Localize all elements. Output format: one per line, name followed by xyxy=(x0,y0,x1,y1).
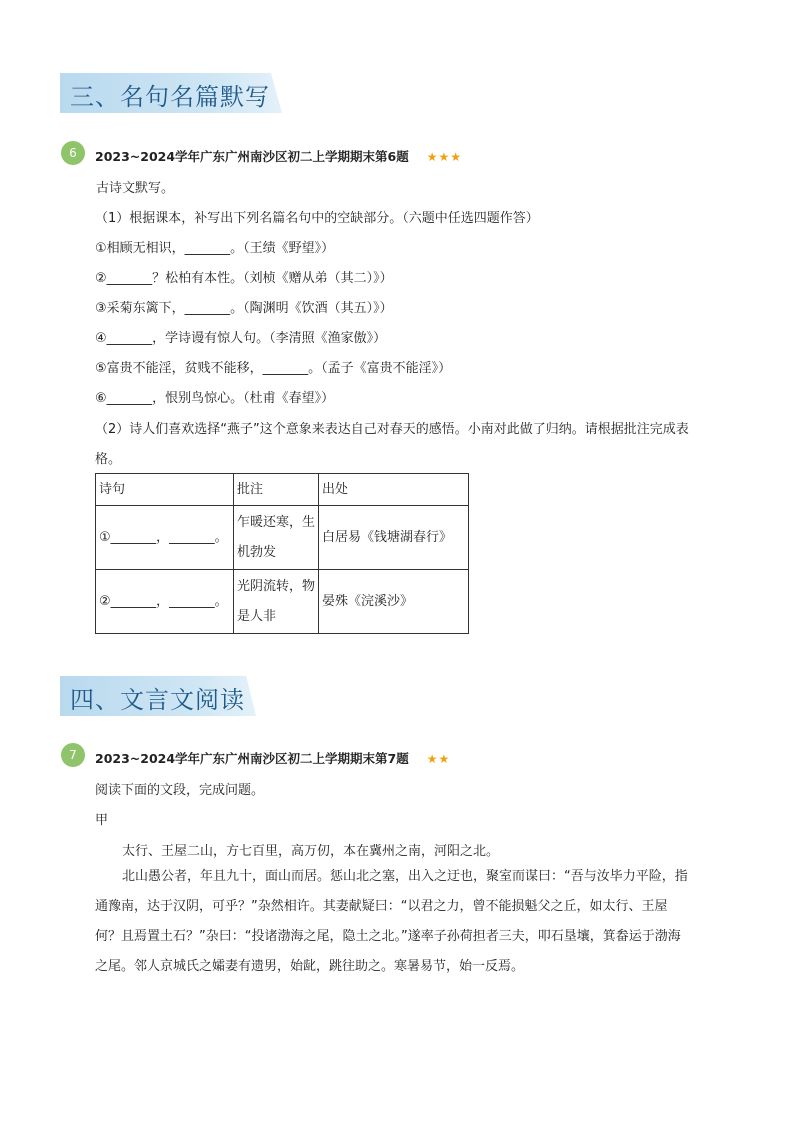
difficulty-stars: ★★★ xyxy=(426,150,463,164)
question-source: 2023~2024学年广东广州南沙区初二上学期期末第6题 xyxy=(95,149,409,164)
question-number-badge: 7 xyxy=(61,743,85,767)
question-header xyxy=(95,147,462,165)
table-header-note: 批注 xyxy=(234,474,319,506)
question-source: 2023~2024学年广东广州南沙区初二上学期期末第7题 xyxy=(95,751,409,766)
part-2-prompt-cont: 格。 xyxy=(95,452,122,467)
fill-item-3: ③采菊东篱下，_______。（陶渊明《饮酒（其五）》） xyxy=(95,301,393,316)
passage-paragraph-2: 北山愚公者，年且九十，面山而居。惩山北之塞，出入之迂也，聚室而谋曰：“吾与汝毕力平险，指 通豫南，达于汉阴，可乎？”杂然相许。其妻献疑曰：“以君之力，曾不能损魁父之丘，如太行、王屋 何？且焉置土石？”杂曰：“投诸渤海之尾，隐土之北。”遂率子孙荷担者三夫，叩石垦壤，箕畚运于渤海 之尾。邻人京城氏之孀妻有遗男，始龀，跳往助之。寒暑易节，始一反焉。 xyxy=(95,869,688,974)
table-header-verse: 诗句 xyxy=(96,474,234,506)
table-row xyxy=(96,570,469,634)
fill-item-2: ②_______？松柏有本性。（刘桢《赠从弟（其二）》） xyxy=(95,271,393,286)
question-intro: 阅读下面的文段，完成问题。 xyxy=(95,783,265,798)
table-cell-verse: ①_______，_______。 xyxy=(96,506,234,570)
section-title-4: 四、文言文阅读 xyxy=(70,686,245,714)
fill-item-4: ④_______，学诗谩有惊人句。（李清照《渔家傲》） xyxy=(95,331,387,346)
section-title-3: 三、名句名篇默写 xyxy=(70,83,270,111)
difficulty-stars: ★★ xyxy=(426,752,451,766)
answer-table xyxy=(95,473,469,634)
question-intro: 古诗文默写。 xyxy=(96,181,175,196)
part-1-prompt: （1）根据课本，补写出下列名篇名句中的空缺部分。（六题中任选四题作答） xyxy=(95,211,539,226)
table-cell-note: 光阴流转，物 是人非 xyxy=(234,570,319,634)
section-banner-4 xyxy=(60,676,256,716)
table-cell-verse: ②_______，_______。 xyxy=(96,570,234,634)
fill-item-6: ⑥_______，恨别鸟惊心。（杜甫《春望》） xyxy=(95,391,335,406)
fill-item-1: ①相顾无相识，_______。（王绩《野望》） xyxy=(95,241,335,256)
passage-label: 甲 xyxy=(95,813,109,828)
table-cell-note: 乍暖还寒，生 机勃发 xyxy=(234,506,319,570)
part-2-prompt: （2）诗人们喜欢选择“燕子”这个意象来表达自己对春天的感悟。小南对此做了归纳。请根据批注完成表 xyxy=(95,422,689,437)
question-header xyxy=(95,749,450,767)
section-banner-3 xyxy=(60,73,282,113)
passage-paragraph-1: 太行、王屋二山，方七百里，高万仞，本在冀州之南，河阳之北。 xyxy=(122,844,500,859)
question-number-badge: 6 xyxy=(61,141,85,165)
table-row xyxy=(96,506,469,570)
table-header-source: 出处 xyxy=(319,474,469,506)
table-cell-source: 白居易《钱塘湖春行》 xyxy=(319,506,469,570)
table-cell-source: 晏殊《浣溪沙》 xyxy=(319,570,469,634)
fill-item-5: ⑤富贵不能淫，贫贱不能移，_______。（孟子《富贵不能淫》） xyxy=(95,361,452,376)
